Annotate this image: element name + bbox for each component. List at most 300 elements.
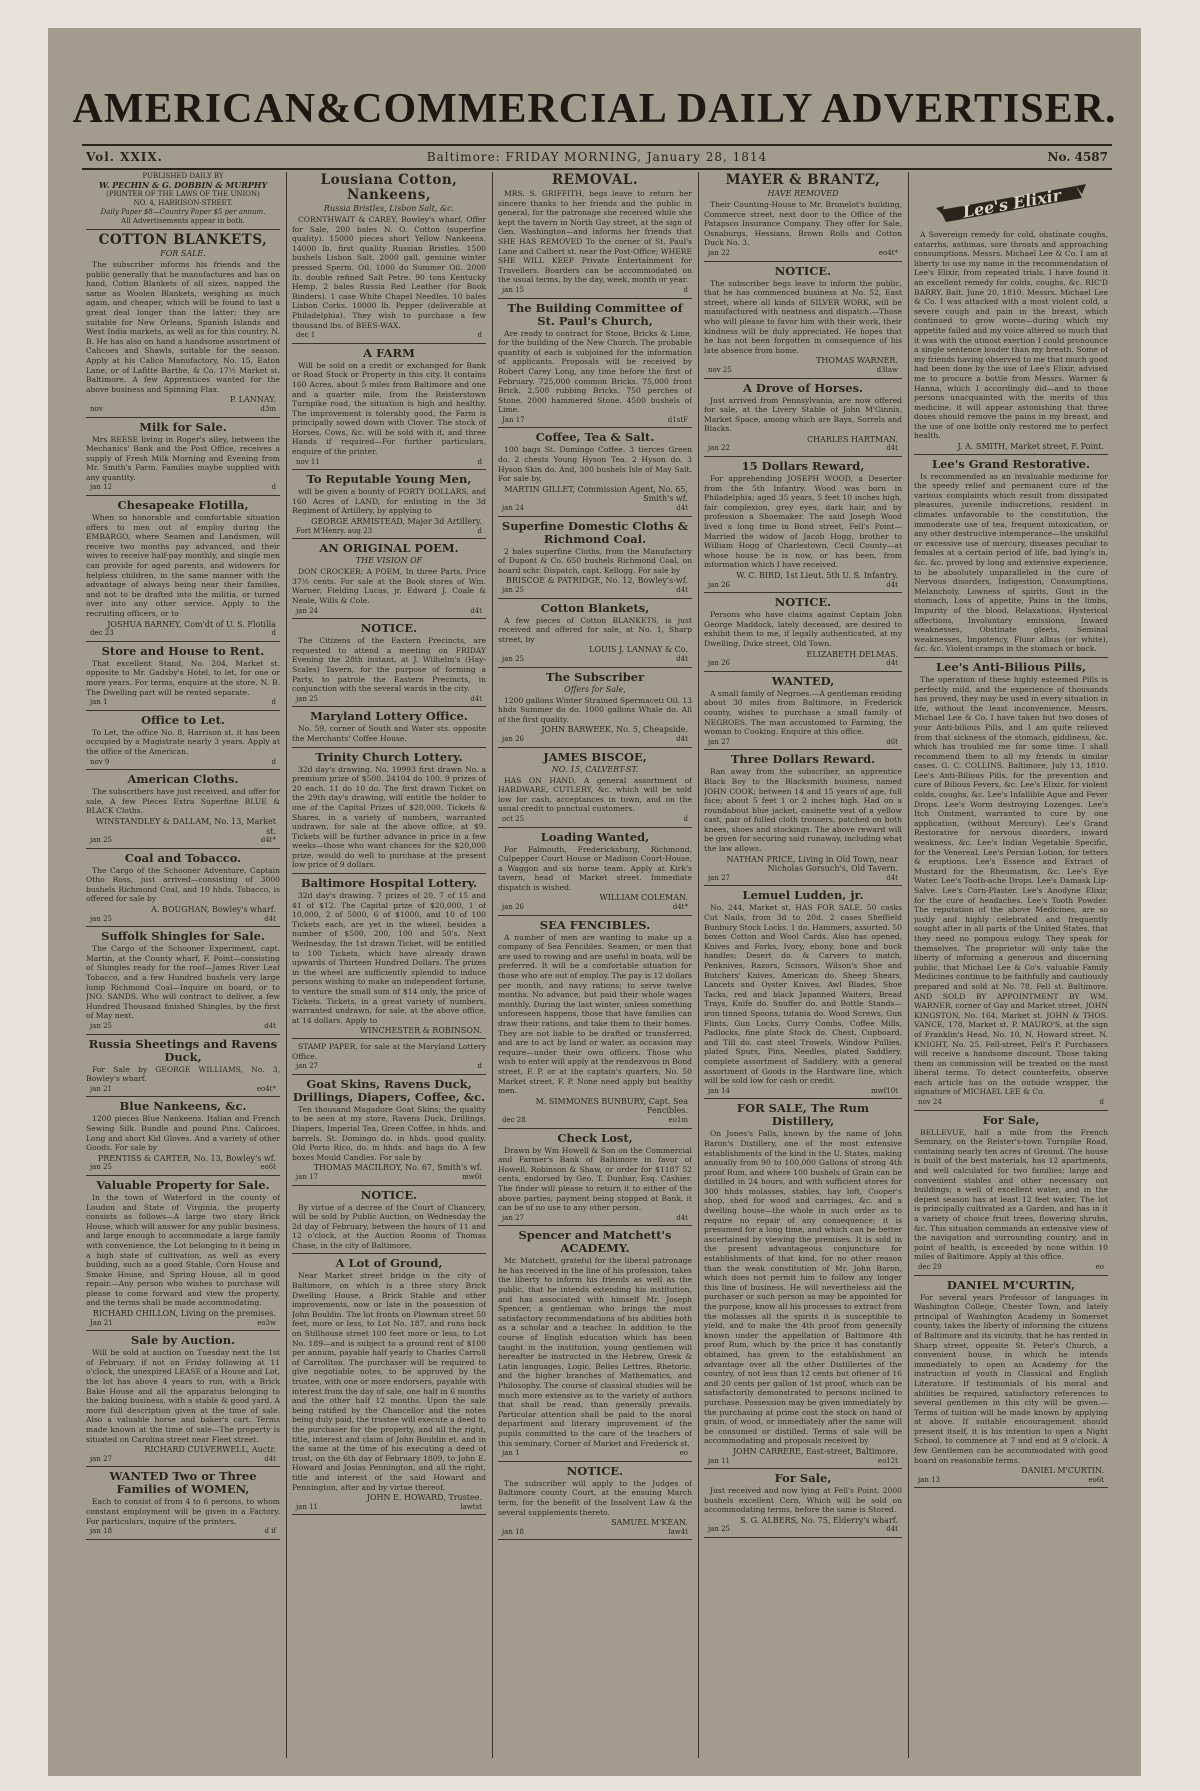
publisher-line: PUBLISHED DAILY BY	[142, 172, 224, 180]
ad-date: jan 26	[708, 659, 730, 668]
ad-body: The subscribers have just received, and offer for sale, A few Pieces Extra Superfine BLUE & BLACK Cloths.	[86, 787, 280, 816]
advertisement	[704, 382, 902, 458]
ad-body: The Cargo of the Schooner Experiment, capt. Martin, at the County wharf, F. Point—consisting of Shingles ready for the roof—James River Leaf Tobacco, and a few Hundred bushels very large lump Richmond Coal—Inquire on board, or to JNO. SANDS. Who will contract to deliver, a few Hundred Thousand finished Shingles, by the first of May next.	[86, 944, 280, 1021]
ad-date: jan 26	[708, 580, 730, 589]
dateline-bar	[82, 144, 1112, 170]
ad-date: nov 24	[918, 1098, 942, 1107]
advertisement	[292, 347, 486, 471]
ad-heading: A Lot of Ground,	[335, 1256, 443, 1271]
ad-body: When so honorable and comfortable situation offers to men out of employ during the EMBARGO, where Seamen and Landsmen, will receive two months pay advanced, and their wives to receive half-pay monthly, and single men can provide for aged parents, and widowers for helpless children, in the same manner with the advantage of always being near their families, and not to be drafted into the militia, or turned over into any other service. Apply to the recruiting officers, or to	[86, 513, 280, 618]
advertisement	[292, 710, 486, 747]
ad-subheading: THE VISION OF	[355, 556, 423, 566]
ad-run-code: d1stF	[667, 415, 688, 424]
advertisement	[704, 753, 902, 886]
ad-body: For Falmouth, Fredericksburg, Richmond, Culpepper Court House or Madison Court-House, a Waggon and six horse team. Apply at Kirk's tavern, head of Market street. Immediate dispatch is wished.	[498, 844, 692, 892]
advertisement	[704, 596, 902, 672]
ad-date: jan 26	[502, 903, 524, 912]
ad-run-code: d4t	[264, 1454, 276, 1463]
ad-body: will be given a bounty of FORTY DOLLARS, and 160 Acres of LAND, for enlisting in the 3d Regiment of Artillery, by applying to	[292, 487, 486, 516]
ad-heading: The Building Committee of St. Paul's Church,	[507, 300, 683, 328]
ad-run-code: d4t	[470, 606, 482, 615]
advertisement	[704, 173, 902, 262]
ad-date: jan 21	[90, 1084, 112, 1093]
ad-signature: LOUIS J. LANNAY & Co.	[589, 645, 688, 655]
ad-heading: MAYER & BRANTZ,	[725, 172, 881, 188]
ad-heading: Sale by Auction.	[130, 1333, 236, 1348]
ad-heading: Valuable Property for Sale.	[96, 1177, 270, 1192]
ad-run-code: eo6t	[260, 1163, 276, 1172]
ad-date: jan 25	[90, 1022, 112, 1030]
ad-signature: A. BOUGHAN, Bowley's wharf.	[151, 905, 276, 915]
ad-date-line	[704, 659, 902, 669]
ad-body: Just arrived from Pennsylvania, are now offered for sale, at the Livery Stable of John M'Ginnis, Market Space, among which are Bays, Sorrels and Blacks.	[704, 395, 902, 434]
ad-body: By virtue of a decree of the Court of Chancery, will be sold by Public Auction, on Wednesday the 2d day of February, between the hours of 11 and 12 o'clock, at the Auction Rooms of Thomas Chase, in the city of Baltimore,	[292, 1202, 486, 1250]
ad-signature: THOMAS MACILROY, No. 67, Smith's wf.	[313, 1163, 482, 1173]
ad-run-code: d	[683, 814, 688, 823]
ad-run-code: d	[271, 757, 276, 766]
ad-run-code: d4t	[676, 504, 688, 513]
advertisement	[704, 1472, 902, 1538]
ad-signature: RICHARD CHILLON, Living on the premises.	[92, 1309, 276, 1319]
advertisement	[498, 431, 692, 516]
ad-date: dec 1	[296, 331, 316, 340]
ad-body: Just received and now lying at Fell's Point, 2000 bushels excellent Corn, Which will be sold on accommodating terms, before the same is Stored.	[704, 1486, 902, 1515]
ad-date-line	[86, 1319, 280, 1329]
advertisement	[86, 852, 280, 928]
ad-heading: DANIEL M'CURTIN,	[946, 1277, 1076, 1292]
ad-signature: WINSTANDLEY & DALLAM, No. 13, Market st.	[95, 816, 276, 836]
ad-body: A small family of Negroes.—A gentleman residing about 30 miles from Baltimore, in Frederick county, wishes to purchase a small family of NEGROES. The man accustomed to Farming, the woman to Cooking. Enquire at this office.	[704, 688, 902, 737]
advertisement	[86, 645, 280, 711]
ad-date-line	[292, 695, 486, 705]
ad-heading: Office to Let.	[141, 712, 225, 727]
ad-run-code: d3law	[876, 365, 898, 374]
publisher-line: All Advertisements appear in both.	[121, 217, 245, 225]
ad-run-code: d4t	[264, 914, 276, 923]
ad-heading: Coffee, Tea & Salt.	[535, 430, 655, 445]
ad-date-line	[86, 836, 280, 846]
ad-heading: Lee's Grand Restorative.	[932, 456, 1090, 471]
ad-date-line	[498, 903, 692, 913]
ad-heading: For Sale,	[982, 1112, 1040, 1127]
ad-run-code: mw6t	[462, 1172, 482, 1181]
ad-body: The operation of these highly esteemed Pills is perfectly mild, and the experience of thousands has proved, they may be used in every situation in life, without the least inconvenience. Messrs. Michael Lee & Co. I have taken but two doses of your Anti-bilious Pills, and I am quite relieved from that sickness of the stomach, giddiness, &c. which has troubled me for some time. I shall recommend them to all my friends in similar cases. G. C. COLLINS. Baltimore, July 13, 1810. Lee's Anti-Bilious Pills, for the prevention and cure of Bilious Fevers, &c. Lee's Elixir, for violent colds, coughs, &c. Lee's Infallible Ague and Fever Drops. Lee's Worm destroying Lozenges. Lee's Itch Ointment, warranted to cure by one application, (without Mercury). Lee's Grand Restorative for nervous disorders, inward weakness, &c. Lee's Indian Vegetable Specific, for the Venereal. Lee's Persian Lotion, for tetters & eruptions. Lee's Essence and Extract of Mustard for the Rheumatism, &c. Lee's Eye Water. Lee's Tooth-ache Drops. Lee's Damask Lip-Salve. Lee's Corn-Plaster. Lee's Anodyne Elixir, for the cure of headaches. Lee's Tooth Powder. The reputation of the above Medicines, are so justly and highly celebrated and frequently sought after in all parts of the United States, that they need no pompous eulogy. They speak for themselves. The proprietor will only take the liberty of informing a generous and discerning public, that Michael Lee & Co's. valuable Family Medicines continue to be faithfully and cautiously prepared and sold at No. 78, Fell st. Baltimore. AND SOLD BY APPOINTMENT BY WM. WARNER, corner of Gay and Market street, JOHN KINGSTON, No. 164, Market st. JOHN & THOS. VANCE, 178, Market st. P. MAURO'S, at the sign of Franklin's Head, No. 10, N. Howard street. N. KNIGHT, No. 25, Fell-street, Fell's P. Purchasers will receive a handsome discount. Those taking them on commission will be treated on the most liberal terms. To detect counterfeits, observe each article has on the outside wrapper, the signature of MICHAEL LEE & Co.	[914, 674, 1108, 1097]
ad-signature: DANIEL M'CURTIN.	[1021, 1466, 1104, 1476]
publication-date: Baltimore: FRIDAY MORNING, January 28, 1814	[426, 150, 768, 164]
ad-heading: COTTON BLANKETS,	[98, 232, 268, 248]
ad-run-code: eo4t*	[256, 1084, 276, 1093]
ad-run-code: d if	[264, 1527, 276, 1536]
ad-date-line	[86, 698, 280, 708]
advertisement	[86, 1100, 280, 1176]
issue-number: No. 4587	[1047, 150, 1108, 164]
ad-heading: FOR SALE, The Rum Distillery,	[736, 1101, 870, 1129]
ad-run-code: d4t	[886, 580, 898, 589]
ad-heading: Suffolk Shingles for Sale.	[101, 929, 265, 944]
advertisement	[86, 773, 280, 849]
ad-date: jan 1	[502, 1449, 520, 1458]
ad-date: oct 25	[502, 814, 525, 823]
ad-date: Jan 17	[502, 415, 525, 424]
ad-signature: JOHN E. HOWARD, Trustee.	[366, 1493, 482, 1503]
ad-run-code: d4t	[264, 1022, 276, 1030]
ad-date: jan 27	[296, 1062, 318, 1071]
ad-heading: Cotton Blankets,	[540, 600, 650, 615]
advertisement	[292, 473, 486, 539]
advertisement	[292, 542, 486, 619]
ad-heading: NOTICE.	[774, 595, 832, 610]
ad-body: Near Market street bridge in the city of Baltimore, on which is a three story Brick Dwelling House, a Brick Stable and other improvements, now or late in the possession of John Bouldin. The lot fronts on Plowman street 50 feet, more or less, to Lot No. 187, and runs back on Stillhouse street 100 feet more or less, to Lot No. 189—and is subject to a ground rent of $100 per annum, payable half yearly to Charles Carroll of Carrollton. The purchaser will be required to give negotiable notes, to be approved by the trustee, with one or more endorsers, payable with interest from the day of sale, one half in 6 months and the other half 12 months. Upon the sale being ratified by the Chancellor and the notes being duly paid, the trustee will execute a deed to the purchaser for the property, and all the right, title, interest and claim of John Bouldin et. and in the same at the time of his executing a deed of trust, on the 6th day of February 1809, to John E. Howard and Josias Pennington, and all the right, title and interest of the said Howard and Pennington, after and by virtue thereof.	[292, 1271, 486, 1492]
ad-date-line	[292, 1062, 486, 1072]
ad-date-line	[292, 527, 486, 537]
advertisement	[914, 661, 1108, 1111]
ad-date-line	[498, 1449, 692, 1459]
ad-date: jan 25	[708, 1525, 730, 1534]
advertisement	[86, 930, 280, 1034]
ad-body: Mrs REESE living in Roger's alley, between the Mechanics' Bank and the Post Office, receives a supply of Fresh Milk Morning and Evening from Mr. Smith's Farm. Families maybe supplied with any quantity.	[86, 434, 280, 482]
ad-body: Drawn by Wm Howell & Son on the Commercial and Farmer's Bank of Baltimore in favor of Howell, Robinson & Shaw, or order for $1187 52 cents, endorsed by Geo. T. Dunbar, Esq. Cashier. The finder will please to return it to either of the above parties; payment being stopped at Bank, it can be of no use to any other person.	[498, 1145, 692, 1213]
ad-body: Persons who have claims against Captain John George Maddock, lately deceased, are desired to exhibit them to me, if legally authenticated, at my Dwelling, Duke street, Old Town.	[704, 610, 902, 648]
advertisement	[292, 877, 486, 1039]
ad-run-code: eo4t*	[878, 248, 898, 257]
ad-body: For Sale by GEORGE WILLIAMS, No. 3, Bowley's wharf.	[86, 1064, 280, 1084]
ad-date: jan 25	[502, 586, 524, 594]
ad-run-code: d4t*	[260, 836, 276, 845]
ad-date-line	[86, 915, 280, 925]
ad-date: jan 27	[90, 1454, 112, 1463]
ad-signature: GEORGE ARMISTEAD, Major 3d Artillery.	[311, 517, 482, 527]
advertisement	[86, 1334, 280, 1467]
ad-heading: Maryland Lottery Office.	[310, 709, 468, 724]
ad-date: nov 25	[708, 365, 732, 374]
ad-heading: To Reputable Young Men,	[306, 472, 472, 487]
advertisement	[86, 1038, 280, 1098]
ad-subheading: Offers for Sale,	[564, 684, 626, 694]
ad-run-code: d	[477, 526, 482, 535]
ad-signature: J. A. SMITH, Market street, F. Point.	[957, 442, 1104, 452]
publisher-line: Daily Paper $8—Country Paper $5 per annum.	[100, 208, 266, 216]
ad-date-line	[292, 458, 486, 468]
ad-body: Their Counting-House to Mr. Brunelot's building, Commerce street, next door to the Office of the Patapsco Insurance Company. They offer for Sale, Osnaburgs, Hessians, Brown Rolls and Cotton Duck No. 3.	[704, 200, 902, 248]
ad-heading: WANTED Two or Three Families of WOMEN,	[109, 1469, 257, 1497]
ad-heading: Coal and Tobacco.	[124, 850, 242, 865]
ad-signature: THOMAS WARNER.	[816, 356, 898, 366]
advertisement	[86, 421, 280, 497]
ad-date: nov 11	[296, 457, 320, 466]
ad-heading: Chesapeake Flotilla,	[117, 498, 249, 513]
ad-heading: Milk for Sale.	[139, 419, 227, 434]
ad-run-code: eo3w	[257, 1318, 276, 1327]
advertisement	[498, 1229, 692, 1461]
ad-signature: WILLIAM COLEMAN.	[599, 893, 688, 903]
ad-body: Mr. Matchett, grateful for the liberal patronage he has received in the line of his profession, takes the liberty to inform his friends as well as the public, that he intends extending his institution, and has associated with himself Mr. Joseph Spencer, a gentleman who brings the most satisfactory recommendations of his abilities both as a scholar and a teacher. In addition to the course of English education which has been taught in the institution, young gentlemen will hereafter be instructed in the Hebrew, Greek & Latin languages, Logic, Belles Lettres, Rhetoric, and the higher branches of Mathematics, and Philosophy. The course of classical studies will be much more extensive as to the variety of authors that shall be read, than generally prevails. Particular attention shall be paid to the moral department and literary improvement of the pupils committed to the care of the teachers of this seminary. Corner of Market and Frederick st.	[498, 1256, 692, 1448]
ad-body: 1200 gallons Winter Strained Spermaceti Oil. 13 hhds Summer do do. 1000 gallons Whale do. All of the first quality.	[498, 695, 692, 724]
ad-date-line	[498, 1116, 692, 1126]
ad-signature: BRISCOE & PATRIDGE, No. 12, Bowley's-wf.	[506, 576, 688, 586]
advertisement	[292, 1189, 486, 1255]
ad-heading: Lemuel Ludden, jr.	[742, 888, 864, 903]
ad-date: jan 25	[296, 694, 318, 703]
ad-date: dec 23	[90, 629, 114, 638]
ad-date: jan 12	[90, 483, 112, 492]
advertisement	[498, 919, 692, 1129]
ad-date-line	[704, 874, 902, 884]
ad-signature: JOHN BARWEEK, No. 5, Cheapside.	[541, 725, 688, 735]
ad-date-line	[292, 1173, 486, 1183]
ad-date: jan 1	[90, 698, 108, 707]
ad-heading: NOTICE.	[360, 621, 418, 636]
ad-signature: W. C. BIRD, 1st Lieut. 5th U. S. Infantry.	[736, 571, 898, 580]
advertisement	[86, 233, 280, 418]
ad-body: STAMP PAPER, for sale at the Maryland Lottery Office.	[292, 1041, 486, 1061]
ad-run-code: d	[477, 1062, 482, 1071]
ad-run-code: eo1m	[668, 1115, 688, 1124]
ad-subheading: NO. 15, CALVERT-ST.	[551, 764, 639, 774]
ad-run-code: eo6t	[1088, 1475, 1104, 1484]
ad-run-code: d4t	[676, 586, 688, 594]
ad-body: Ran away from the subscriber, an apprentice Black Boy to the Blacksmith business, named JOHN COOK; between 14 and 15 years of age, full face; about 5 feet 1 or 2 inches high. Had on a roundabout blue jacket, casinette vest of a yellow cast, pair of fulled cloth trousers, patched on both knees, shoes and stockings. The above reward will be given for securing said runaway, including what the law allows.	[704, 767, 902, 854]
advertisement	[498, 831, 692, 916]
ad-run-code: d	[271, 483, 276, 492]
column-2	[292, 172, 486, 1762]
ad-heading: A FARM	[363, 345, 415, 360]
ad-date-line	[914, 1098, 1108, 1108]
ad-body: On Jones's Falls, known by the name of John Baron's Distillery, one of the most extensive establishments of the kind in the U. States, making annually from 90 to 100,000 Gallons of strong 4th proof Rum, and where 100 bushels of Grain can be distilled in 24 hours, and with sufficient stores for 300 hhds molasses, stables, hay loft, Cooper's shop, shed for wood and carriages, &c. and a dwelling house—the whole in such order as to require no repair of any consequence; it is presumed for a long time, and which can be better ascertained by viewing the premises. It is sold in the present advantageous conjuncture for establishments of that kind, for no other reason than the weak constitution of Mr. John Baron, which does not permit him to follow any longer this line of business. He will nevertheless aid the purchaser or such person as may be appointed for the purpose, know all his processes to extract from the molasses all the spirits it is susceptible to yield, and to make the 4th proof from generally known under the appellation of Baltimore 4th proof Rum, which by the price it has constantly obtained, has given to the establishment an advantage over all the other Distilleries of the country, of not less than 12 cents but oftener of 16 and 20 cents per gallon of 1st proof, which can be satisfactorily demonstrated to persons inclined to purchase. Possession may be given immediately by the purchasing at prime cost the stock on hand of grain, of wood, or immediately after the same will be consumed or distilled. Terms of sale will be accommodating and proposals received by	[704, 1129, 902, 1446]
column-rule	[698, 172, 699, 1758]
ad-body: Ten thousand Magadore Goat Skins; the quality to be seen at my store, Ravens Duck, Drillings, Diapers, Imperial Tea, Green Coffee, in hhds. and barrels. St. Domingo do. in hhds. good quality. Old Porto Rico, do. in hhds. and bags do. A few boxes Mould Candles. For sale by	[292, 1104, 486, 1162]
ad-signature: WINCHESTER & ROBINSON.	[360, 1026, 482, 1036]
ad-date: jan 11	[296, 1502, 318, 1511]
ad-run-code: eo12t	[877, 1456, 898, 1465]
ad-body: 2 bales superfine Cloths, from the Manufactory of Dupont & Co. 650 bushels Richmond Coal, on board schr. Dispatch, capt. Kellogg. For sale by	[498, 546, 692, 575]
ad-date-line	[86, 1022, 280, 1032]
ad-body: No. 59, corner of South and Water sts. opposite the Merchants' Coffee House.	[292, 724, 486, 743]
ad-date-line	[86, 1085, 280, 1095]
advertisement	[498, 602, 692, 668]
ad-date-line	[914, 1263, 1108, 1273]
ad-date-line	[86, 483, 280, 493]
ad-date: nov	[90, 404, 103, 413]
ad-body: A few pieces of Cotton BLANKETS, is just received and offered for sale, at No. 1, Sharp street, by	[498, 615, 692, 644]
ad-body: The Cargo of the Schooner Adventure, Captain Otho Ross, just arrived—consisting of 3000 bushels Richmond Coal, and 10 hhds. Tobacco, is offered for sale by	[86, 865, 280, 904]
ad-heading: Three Dollars Reward.	[730, 752, 876, 767]
ad-body: The subscriber begs leave to inform the public, that he has commenced business at No. 52, East street, where all kinds of SILVER WORK, will be manufactured with neatness and dispatch.—Those who will please to favor him with their work, their kindness will be duly appreciated. He hopes that he has not been forgotten in consequence of his late absence from home.	[704, 278, 902, 355]
ad-signature: CHARLES HARTMAN.	[806, 434, 898, 444]
ad-body: The subscriber informs his friends and the public generally that he manufactures and has on hand, Cotton Blankets of all sizes, napped the same as Woolen Blankets, weighing as much again, and cheaper, which will be found to last a great deal longer than the latter; they are suitable for New Orleans, Spanish Islands and West India markets, as well as for this country. N. B. He has also on hand a handsome assortment of Calicoes and Shawls, suitable for the season. Apply at his Calico Manufactory, No. 15, Eaton Lane, or of Lafitte Barthe, & Co. 17½ Market st. Baltimore. A few Apprentices wanted for the above business and Spinning Flax.	[86, 260, 280, 394]
ad-body: 1200 pieces Blue Nankeens. Italian and French Sewing Silk. Bundle and pound Pins. Calicoes, Long and short Kid Gloves. And a variety of other Goods. For sale by	[86, 1114, 280, 1153]
column-rule	[908, 172, 909, 1758]
ad-date-line	[86, 1527, 280, 1537]
advertisement	[498, 1465, 692, 1541]
ad-body: BELLEVUE, half a mile from the French Seminary, on the Reister's-town Turnpike Road, containing nearly ten acres of Ground. The house is built of the best materials, has 12 apartments, and well calculated for two families; large and convenient stables and other necessary out buildings; a well of excellent water, and in the depest season has at least 12 feet water. The lot is principally cultivated as a Garden, and has in it a variety of choice fruit trees, flowering shrubs, &c. This situation commands an extensive view of the navigation and surrounding country, and in point of health, is exceeded by none within 10 miles of Baltimore. Apply at this office.	[914, 1127, 1108, 1262]
ad-date: jan 17	[296, 1172, 318, 1181]
ad-heading: NOTICE.	[360, 1187, 418, 1202]
ad-body: Will be sold at auction on Tuesday next the 1st of February, if not on Friday following at 11 o'clock, the unexpired LEASE of a House and Lot, the lot has above 4 years to run, with a Brick Bake House and all the apparatus belonging to the baking business, with a stable & good yard. A more full description given at the time of sale. Also a valuable horse and baker's cart. Terms made known at the time of sale—The property is situated on Carolina street near Fleet street.	[86, 1348, 280, 1444]
ad-body: Each to consist of from 4 to 6 persons, to whom constant employment will be given in a Factory. For particulars, inquire of the printers.	[86, 1497, 280, 1526]
ad-date-line	[86, 1455, 280, 1465]
ad-date: jan 15	[502, 285, 524, 294]
advertisement	[704, 265, 902, 379]
ad-date: jan 24	[296, 606, 318, 615]
ad-date: jan 26	[502, 734, 524, 743]
ad-date-line	[704, 1457, 902, 1467]
ad-body: Will be sold on a credit or exchanged for Bank or Road Stock or Property in this city. It contains 160 Acres, about 5 miles from Baltimore and one and a quarter mile, from the Reisterstown Turnpike road, the situation is high and healthy. The improvement is tolerably good, the Farm is principally sowed down with Clover. The stock of Horses, Cows, &c. will be sold with it, and three Hands if required—For further particulars, enquire of the printer.	[292, 360, 486, 457]
ad-heading: Goat Skins, Ravens Duck, Drillings, Diapers, Coffee, &c.	[292, 1076, 486, 1104]
ad-heading: JAMES BISCOE,	[543, 749, 647, 764]
ad-date-line	[704, 444, 902, 454]
ad-signature: NATHAN PRICE, Living in Old Town, near Nicholas Gorsuch's, Old Tavern.	[726, 854, 898, 874]
publisher-line: W. PECHIN & G. DOBBIN & MURPHY	[98, 180, 268, 190]
ad-date-line	[704, 1525, 902, 1535]
publisher-box	[86, 172, 280, 230]
volume-number: Vol. XXIX.	[86, 150, 163, 164]
advertisement	[292, 1042, 486, 1075]
ad-run-code: d4t	[886, 444, 898, 453]
ad-body: 32d day's drawing. 7 prizes of 20, 7 of 15 and 41 of $12. The Capital prize of $20,000, 1 of 10,000, 2 of 5000, 6 of $1000, and 10 of 100 Tickets each, are yet in the wheel, besides a number of $500, 200, 100 and 50's. Next Wednesday, the 1st drawn Ticket, will be entitled to 100 Tickets, which have already drawn upwards of Thirteen Hundred Dollars. The prizes in the wheel are sufficiently splendid to induce persons wishing to make an independent fortune, to venture the small sum of $14 only, the price of Tickets. Tickets, in a great variety of numbers, warranted undrawn, for sale, at the above office, at 14 dollars. Apply to	[292, 891, 486, 1025]
ad-run-code: d	[477, 457, 482, 466]
column-5	[914, 172, 1108, 1762]
ad-heading: Store and House to Rent.	[101, 643, 265, 658]
ad-run-code: eo	[1095, 1262, 1104, 1271]
column-rule	[492, 172, 493, 1758]
ad-date: jan 22	[708, 248, 730, 257]
ad-body: A Sovereign remedy for cold, obstinate coughs, catarrhs, asthmas, sore throats and approaching consumptions. Messrs. Michael Lee & Co. I am at liberty to use my name in the recommendation of Lee's Elixir, from repeated trials, I have found it an excellent remedy for colds, coughs, &c. RIC'D BARRY. Balt. June 20, 1810. Messrs. Michael Lee & Co. I was attacked with a most violent cold, a severe cough and pain in the breast, which continued to grow worse—during which my appetite failed and my voice altered so much that it was with the utmost exertion I could pronounce a single sentence louder than my breath. Some of my friends having observed to me that much good had been done by the use of Lee's Elixir, advised me to procure a bottle from Messrs. Warner & Hanna, which I accordingly did—and to those persons unacquainted with the merits of this medicine, it will appear astonishing that three doses should remove the pains in my breast, and the use of one bottle only restored me to perfect health.	[914, 230, 1108, 441]
ad-date-line	[498, 815, 692, 825]
ad-heading: AN ORIGINAL POEM.	[319, 541, 459, 556]
ad-date-line	[86, 629, 280, 639]
ad-body: MRS. S. GRIFFITH, begs leave to return her sincere thanks to her friends and the public in general, for the patronage she received while she kept the tavern in North Gay street, at the sign of Gen. Washington—and informs her friends that SHE HAS REMOVED To the corner of St. Paul's Lane and Calbert st. near the Post-Office; WHERE SHE WILL KEEP Private Entertainment for Travellers. Boarders can be accommodated on the usual terms, by the day, week, month or year.	[498, 189, 692, 285]
newspaper-page	[48, 28, 1141, 1776]
ad-date-line	[704, 249, 902, 259]
ad-body: To Let, the office No. 8, Harrison st. it has been occupied by a Magistrate nearly 3 years. Apply at the office of the American.	[86, 727, 280, 756]
ad-signature: JOHN CARRERE, East-street, Baltimore.	[732, 1446, 898, 1456]
ad-heading: Trinity Church Lottery.	[315, 749, 463, 764]
ad-date-line	[292, 331, 486, 341]
advertisement	[704, 889, 902, 1099]
ad-signature: PRENTISS & CARTER, No. 13, Bowley's wf.	[97, 1153, 276, 1163]
ad-run-code: d4t*	[672, 903, 688, 912]
ad-date-line	[498, 1528, 692, 1538]
publisher-line: NO. 4, HARRISON-STREET.	[133, 199, 233, 207]
advertisement	[292, 751, 486, 875]
ad-date-line	[86, 758, 280, 768]
ad-run-code: d	[477, 331, 482, 340]
ad-run-code: d4t	[676, 654, 688, 663]
ad-run-code: d4t	[886, 1525, 898, 1534]
ad-body: No. 244, Market st, HAS FOR SALE, 50 casks Cut Nails, from 3d to 20d. 2 cases Sheffield Bunbury Stock Locks. 1 do. Hammers, assorted. 50 boxes Cotton and Wool Cards. Also has opened, Knives and Forks, Ivory, ebony, bone and buck handles; Desert do. & Carvers to match, Penknives, Razors, Scissors, Wilson's Shoe and Butchers' Knives, American do. Sheep Shears, Lancets and Oyster Knives, Awl Blades, Shoe Tacks, red and black Japanned Waiters, Bread Trays, Knife do. Snuffer do. and Bottle Stands—iron tinned Spoons, tutania do. Wood Screws, Gun Flints, Gun Locks, Curry Combs, Coffee Mills, Padlocks, fine plate Stock do. Chest, Cupboard, and Till do. cast steel Trowels, Window Pullies, plated Spurs, Pins, Needles, plated Saddlery, complete assortment of Saddlery, with a general assortment of Goods in the Hardware line, which will be sold low for cash or credit.	[704, 903, 902, 1086]
ad-date: jan 25	[90, 836, 112, 845]
advertisement	[498, 173, 692, 299]
ad-heading: Spencer and Matchett's ACADEMY.	[518, 1228, 672, 1256]
publisher-line: (PRINTER OF THE LAWS OF THE UNION)	[106, 190, 260, 198]
ad-signature: ELIZABETH DELMAS.	[806, 649, 898, 659]
ad-run-code: eo	[679, 1449, 688, 1458]
ad-heading: The Subscriber	[545, 669, 645, 684]
ad-heading: WANTED,	[771, 673, 835, 688]
ad-heading: Superfine Domestic Cloths & Richmond Coal.	[501, 518, 689, 546]
ad-date-line	[498, 1214, 692, 1224]
ad-date-line	[704, 366, 902, 376]
advertisement	[704, 1102, 902, 1469]
ad-run-code: d	[1099, 1098, 1104, 1107]
advertisement	[292, 622, 486, 707]
ad-body: DON CROCKER; A POEM, In three Parts. Price 37½ cents. For sale at the Book stores of Wm. Warner, Fielding Lucas, jr. Edward J. Coale & Neale, Wills & Cole.	[292, 567, 486, 605]
advertisement	[914, 1279, 1108, 1489]
ad-run-code: d4t	[470, 694, 482, 703]
ad-run-code: law4t	[668, 1527, 688, 1536]
ad-date-line	[292, 1503, 486, 1513]
ad-heading: Check Lost,	[557, 1130, 633, 1145]
ad-run-code: d	[683, 285, 688, 294]
advertisement	[292, 1257, 486, 1515]
ad-date: jan 27	[502, 1213, 524, 1222]
ad-date: dec 28	[502, 1115, 526, 1124]
advertisement	[498, 751, 692, 828]
ad-signature: SAMUEL M'KEAN.	[611, 1518, 688, 1528]
ad-date-line	[498, 286, 692, 296]
ad-signature: RICHARD CULVERWELL, Auctr.	[144, 1445, 276, 1455]
ad-heading: Blue Nankeens, &c.	[119, 1099, 247, 1114]
ad-subheading: FOR SALE.	[160, 249, 206, 258]
ad-signature: P. LANNAY.	[229, 395, 276, 405]
ad-body: CORNTHWAIT & CAREY, Bowley's wharf, Offer for Sale, 200 bales N. O. Cotton (superfine quality). 15000 pieces short Yellow Nankeens. 14000 lb. first quality Russian Bristles. 1500 bushels Lisbon Salt. 2000 gall. genuine winter pressed Sperm. Oil. 1000 do Summer Oil. 2000 lb. double refined Salt Petre. 90 tons Kentucky Hemp. 2 bales Russia Red Leather (for Book Binders). 1 case White Chapel Needles. 10 bales Lisbon Corks. 10000 lb. Pepper (deliverable at Philadelphia). They wish to purchase a few thousand lbs. of BEES-WAX.	[292, 215, 486, 330]
ad-heading: For Sale,	[774, 1471, 832, 1486]
ad-body: Is recommended as an invaluable medicine for the speedy relief and permanent cure of the various complaints which result from dissipated pleasures, juvenile indiscretions, resident in climates unfavorable to the constitution, the immoderate use of tea, frequent intoxication, or any other destructive intemperance—the unskilful or excessive use of mercury, diseases peculiar to females at a certain period of life, bad lying's in, &c. &c. proved by long and extensive experience, to be absolutely unparalleled in the cure of Nervous disorders, Indigestion, Consumptions, Melancholy, Lowness of spirits, Gout in the stomach, Loss of appetite, Pains in the limbs, Impurity of the blood, Relaxations, Hysterical affections, Involuntary emissions, Inward weaknesses, Obstinate gleets, Seminal weaknesses, Impotency, Fluor albus (or white), &c. &c. Violent cramps in the stomach or back.	[914, 471, 1108, 654]
lees-elixir-banner-logo	[936, 180, 1086, 224]
ad-heading: NOTICE.	[566, 1463, 624, 1478]
ad-run-code: d6t	[886, 737, 898, 746]
ad-body: That excellent Stand, No. 204, Market st. opposite to Mr. Gadsby's Hotel, to let, for one or more years. For terms, enquire at the store. N. B. The Dwelling part will be rented separate.	[86, 658, 280, 697]
ad-date: jan 11	[708, 1456, 730, 1465]
ad-date: jan 25	[502, 654, 524, 663]
ad-date: nov 9	[90, 757, 110, 766]
ad-heading: A Drove of Horses.	[742, 380, 864, 395]
advertisement	[292, 1078, 486, 1186]
ad-body: The Citizens of the Eastern Precincts, are requested to attend a meeting on FRIDAY Evening the 28th instant, at J. Wilhelm's (Hay-Scales) Tavern, for the purpose of forming a Party, to patrole the Eastern Precincts, in conjunction with the several wards in the city.	[292, 636, 486, 694]
ad-date-line	[704, 738, 902, 748]
ad-run-code: d	[271, 629, 276, 638]
advertisement	[914, 1114, 1108, 1276]
ad-body: For apprehending JOSEPH WOOD, a Deserter from the 5th Infantry. Wood was born in Philadelphia; aged 35 years, 5 feet 10 inches high, fair complexion, grey eyes, dark hair, and by profession a Shoemaker. The said Joseph Wood lived a long time in Bond street, Fell's Point—Married the widow of Jacob Hogg, brother to William Hogg of Charlestown, Cecil County—at whose house he is now, or has been, from information which I have received.	[704, 474, 902, 570]
ad-date-line	[704, 1087, 902, 1097]
ad-heading: Russia Sheetings and Ravens Duck,	[88, 1036, 278, 1064]
ad-heading: REMOVAL.	[551, 172, 639, 188]
ad-signature: M. SIMMONES BUNBURY, Capt. Sea Fencibles.	[535, 1096, 688, 1116]
ad-date: jan 22	[708, 444, 730, 453]
advertisement	[498, 671, 692, 748]
ad-date: jan 27	[708, 873, 730, 882]
ad-heading: American Cloths.	[127, 772, 239, 787]
ad-heading: Loading Wanted,	[540, 829, 650, 844]
ad-date-line	[704, 581, 902, 591]
ad-heading: NOTICE.	[774, 263, 832, 278]
ad-run-code: d4t	[676, 734, 688, 743]
ad-run-code: mwf10t	[871, 1086, 898, 1095]
ad-run-code: lawtst	[460, 1502, 482, 1511]
ad-heading: SEA FENCIBLES.	[539, 917, 651, 932]
advertisement	[704, 460, 902, 593]
ad-date-line	[498, 416, 692, 426]
ad-signature: JOSHUA BARNEY, Com'dt of U. S. Flotilla	[107, 619, 276, 629]
ad-date-line	[914, 1476, 1108, 1486]
advertisement	[914, 458, 1108, 658]
masthead-title: AMERICAN&COMMERCIAL DAILY ADVERTISER.	[72, 86, 1117, 132]
ad-heading: 15 Dollars Reward,	[741, 459, 865, 474]
ad-date: jan 18	[502, 1527, 524, 1536]
ad-date-line	[498, 504, 692, 514]
ad-date-line	[498, 586, 692, 596]
ad-body: HAS ON HAND, A general assortment of HARDWARE, CUTLERY, &c. which will be sold low for cash, acceptances in town, and on the usual credit to punctual customers.	[498, 775, 692, 814]
